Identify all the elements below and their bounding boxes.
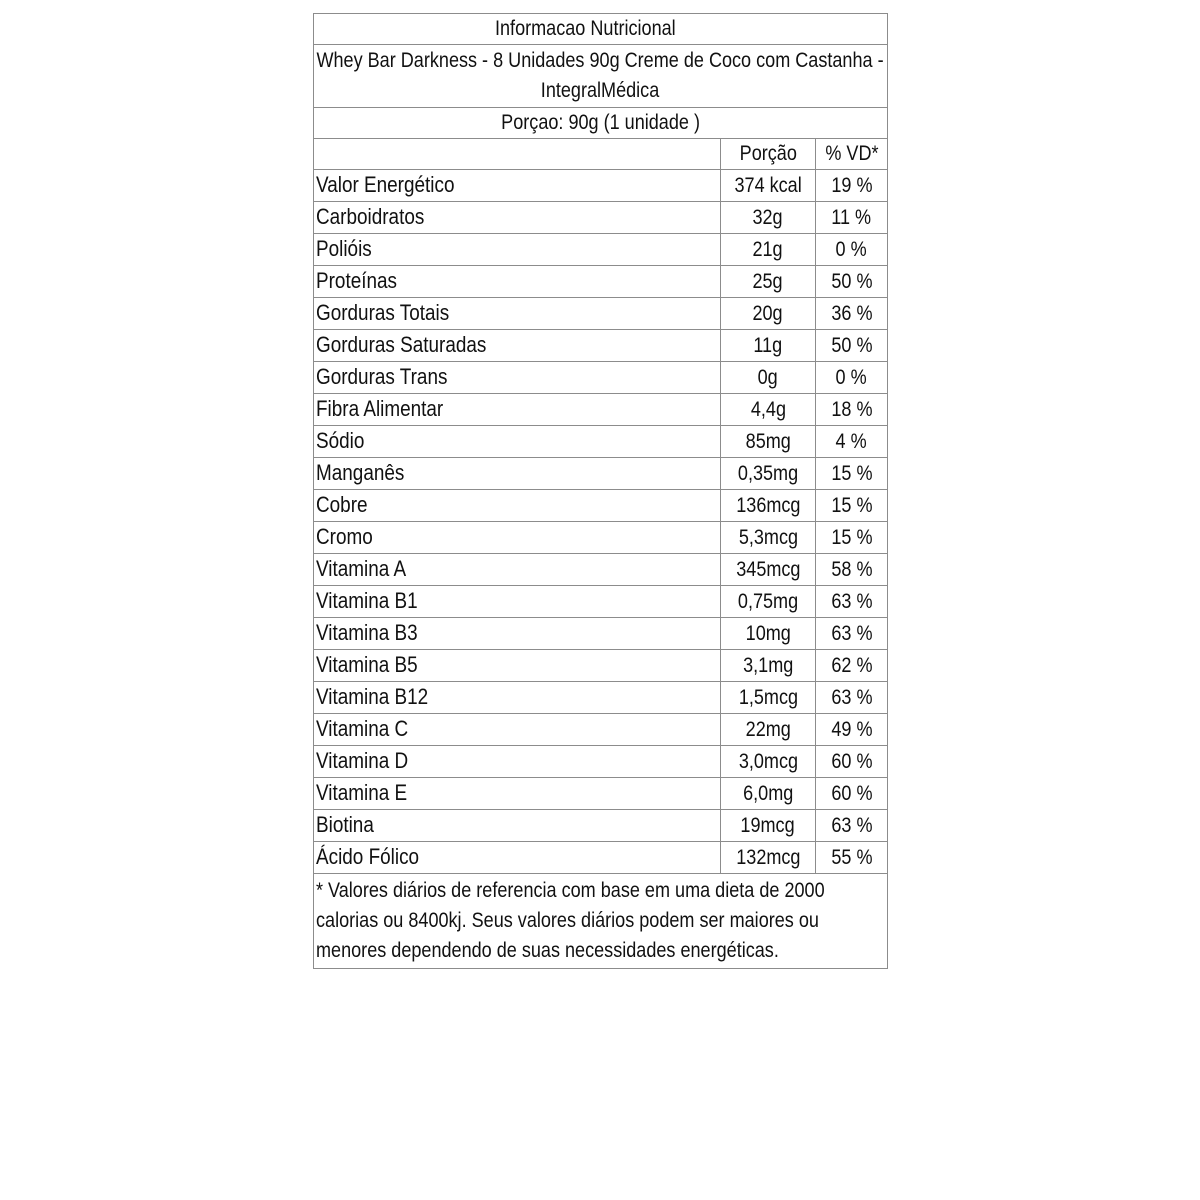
nutrient-amount: 0g <box>757 365 779 389</box>
nutrient-dv: 15 % <box>830 493 873 517</box>
nutrient-name: Sódio <box>316 428 365 453</box>
nutrient-dv: 63 % <box>830 813 873 837</box>
nutrient-amount: 22mg <box>745 717 791 741</box>
nutrient-name-cell <box>314 170 721 202</box>
nutrient-name: Polióis <box>316 236 372 261</box>
nutrient-name: Vitamina D <box>316 748 409 773</box>
product-name-cell <box>314 45 888 108</box>
nutrient-row <box>314 170 888 202</box>
nutrient-amount: 136mcg <box>735 493 801 517</box>
nutrient-name-cell <box>314 810 721 842</box>
footnote-text: * Valores diários de referencia com base em uma dieta de 2000 calorias ou 8400kj. Seus valores diários podem ser maiores ou menores dependendo de suas necessidades energéticas. <box>316 879 825 962</box>
nutrient-dv-cell <box>816 362 888 394</box>
nutrient-name-cell <box>314 842 721 874</box>
nutrient-row <box>314 298 888 330</box>
nutrient-dv: 15 % <box>830 461 873 485</box>
serving-row <box>314 108 888 139</box>
nutrient-amount: 6,0mg <box>742 781 794 805</box>
nutrient-dv: 15 % <box>830 525 873 549</box>
nutrient-name-cell <box>314 394 721 426</box>
serving-size: Porçao: 90g (1 unidade ) <box>501 111 700 134</box>
nutrient-dv: 0 % <box>835 237 868 261</box>
nutrient-amount-cell <box>721 362 816 394</box>
nutrient-dv: 18 % <box>830 397 873 421</box>
nutrient-row <box>314 202 888 234</box>
nutrient-name-cell <box>314 330 721 362</box>
nutrient-name: Fibra Alimentar <box>316 396 444 421</box>
nutrient-name-cell <box>314 650 721 682</box>
nutrient-name: Ácido Fólico <box>316 844 420 869</box>
nutrient-name-cell <box>314 778 721 810</box>
nutrient-amount: 3,0mcg <box>738 749 798 773</box>
nutrient-name: Valor Energético <box>316 172 455 197</box>
nutrient-name-cell <box>314 746 721 778</box>
nutrient-dv-cell <box>816 394 888 426</box>
nutrient-name-cell <box>314 490 721 522</box>
nutrient-name-cell <box>314 554 721 586</box>
nutrient-amount-cell <box>721 458 816 490</box>
nutrient-amount-cell <box>721 266 816 298</box>
nutrient-dv-cell <box>816 810 888 842</box>
nutrient-name-cell <box>314 586 721 618</box>
nutrient-dv-cell <box>816 330 888 362</box>
nutrient-dv: 63 % <box>830 685 873 709</box>
nutrient-amount-cell <box>721 394 816 426</box>
nutrient-name-cell <box>314 522 721 554</box>
nutrient-dv: 0 % <box>835 365 868 389</box>
nutrient-row <box>314 394 888 426</box>
nutrient-dv-cell <box>816 458 888 490</box>
nutrient-dv: 36 % <box>830 301 873 325</box>
nutrient-dv: 60 % <box>830 749 873 773</box>
nutrient-row <box>314 554 888 586</box>
nutrient-amount-cell <box>721 490 816 522</box>
nutrient-amount-cell <box>721 842 816 874</box>
nutrient-amount: 0,75mg <box>737 589 799 613</box>
nutrient-name: Gorduras Totais <box>316 300 450 325</box>
nutrient-dv: 4 % <box>835 429 868 453</box>
header-dv: % VD* <box>824 142 879 165</box>
nutrition-table-body <box>314 14 888 969</box>
nutrient-amount: 3,1mg <box>742 653 794 677</box>
nutrition-facts-table <box>313 13 888 969</box>
nutrient-dv-cell <box>816 170 888 202</box>
footnote-cell <box>314 874 888 969</box>
footnote-row <box>314 874 888 969</box>
nutrient-amount: 4,4g <box>750 397 786 421</box>
nutrient-dv-cell <box>816 842 888 874</box>
nutrient-dv: 19 % <box>830 173 873 197</box>
nutrient-dv-cell <box>816 650 888 682</box>
nutrient-name-cell <box>314 618 721 650</box>
nutrient-amount: 21g <box>752 237 784 261</box>
nutrient-name: Gorduras Saturadas <box>316 332 487 357</box>
nutrient-name: Carboidratos <box>316 204 425 229</box>
nutrient-amount-cell <box>721 810 816 842</box>
nutrient-amount-cell <box>721 426 816 458</box>
nutrient-row <box>314 746 888 778</box>
nutrient-row <box>314 458 888 490</box>
nutrient-row <box>314 810 888 842</box>
nutrient-amount-cell <box>721 682 816 714</box>
nutrient-amount-cell <box>721 298 816 330</box>
nutrient-amount-cell <box>721 618 816 650</box>
nutrient-row <box>314 426 888 458</box>
nutrient-row <box>314 330 888 362</box>
nutrient-dv-cell <box>816 522 888 554</box>
nutrient-amount: 10mg <box>745 621 791 645</box>
nutrient-amount-cell <box>721 778 816 810</box>
nutrient-name-cell <box>314 298 721 330</box>
nutrient-name: Biotina <box>316 812 374 837</box>
header-nutrient-cell <box>314 139 721 170</box>
nutrient-amount-cell <box>721 586 816 618</box>
nutrient-name: Vitamina B5 <box>316 652 418 677</box>
nutrient-name: Vitamina A <box>316 556 407 581</box>
product-name: Whey Bar Darkness - 8 Unidades 90g Creme de Coco com Castanha - IntegralMédica <box>316 49 885 102</box>
nutrient-amount: 85mg <box>745 429 791 453</box>
nutrient-amount: 0,35mg <box>737 461 799 485</box>
nutrient-name: Proteínas <box>316 268 397 293</box>
nutrient-amount: 32g <box>752 205 784 229</box>
nutrient-name: Vitamina B3 <box>316 620 418 645</box>
nutrient-dv-cell <box>816 266 888 298</box>
nutrient-name-cell <box>314 426 721 458</box>
nutrient-row <box>314 650 888 682</box>
nutrient-row <box>314 266 888 298</box>
nutrient-row <box>314 778 888 810</box>
nutrient-amount-cell <box>721 554 816 586</box>
nutrient-dv-cell <box>816 682 888 714</box>
nutrient-row <box>314 234 888 266</box>
nutrient-row <box>314 586 888 618</box>
nutrient-row <box>314 714 888 746</box>
nutrient-dv: 50 % <box>830 269 873 293</box>
serving-cell <box>314 108 888 139</box>
nutrient-name: Vitamina C <box>316 716 409 741</box>
nutrient-row <box>314 490 888 522</box>
nutrient-dv: 55 % <box>830 845 873 869</box>
nutrient-name: Vitamina B12 <box>316 684 429 709</box>
header-portion-cell <box>721 139 816 170</box>
nutrient-dv: 60 % <box>830 781 873 805</box>
nutrient-dv-cell <box>816 554 888 586</box>
nutrient-dv: 49 % <box>830 717 873 741</box>
nutrient-amount: 1,5mcg <box>738 685 798 709</box>
nutrient-name-cell <box>314 714 721 746</box>
nutrient-dv: 58 % <box>830 557 873 581</box>
nutrient-amount: 345mcg <box>735 557 801 581</box>
nutrient-name: Cromo <box>316 524 373 549</box>
nutrient-name-cell <box>314 362 721 394</box>
nutrient-amount-cell <box>721 522 816 554</box>
nutrient-name-cell <box>314 682 721 714</box>
nutrient-name: Vitamina E <box>316 780 408 805</box>
nutrient-row <box>314 522 888 554</box>
nutrient-dv: 63 % <box>830 589 873 613</box>
nutrient-name: Vitamina B1 <box>316 588 418 613</box>
nutrient-amount: 20g <box>752 301 784 325</box>
nutrient-dv-cell <box>816 618 888 650</box>
nutrient-name: Manganês <box>316 460 405 485</box>
product-row <box>314 45 888 108</box>
nutrient-amount-cell <box>721 714 816 746</box>
nutrient-dv-cell <box>816 202 888 234</box>
table-title-cell <box>314 14 888 45</box>
nutrient-name-cell <box>314 266 721 298</box>
nutrient-dv-cell <box>816 234 888 266</box>
nutrient-amount-cell <box>721 202 816 234</box>
nutrient-amount-cell <box>721 650 816 682</box>
nutrient-amount: 374 kcal <box>734 173 802 197</box>
nutrient-amount: 25g <box>752 269 784 293</box>
header-dv-cell <box>816 139 888 170</box>
nutrient-dv-cell <box>816 298 888 330</box>
nutrient-amount-cell <box>721 746 816 778</box>
nutrient-row <box>314 682 888 714</box>
nutrient-name-cell <box>314 234 721 266</box>
nutrient-dv-cell <box>816 778 888 810</box>
nutrient-dv: 63 % <box>830 621 873 645</box>
nutrient-amount-cell <box>721 330 816 362</box>
nutrient-dv: 50 % <box>830 333 873 357</box>
nutrient-row <box>314 618 888 650</box>
nutrient-row <box>314 362 888 394</box>
nutrient-amount: 11g <box>753 333 783 357</box>
title-row <box>314 14 888 45</box>
nutrient-amount: 19mcg <box>740 813 796 837</box>
nutrient-dv: 11 % <box>831 205 872 229</box>
nutrient-name-cell <box>314 202 721 234</box>
nutrient-name: Gorduras Trans <box>316 364 448 389</box>
nutrient-name: Cobre <box>316 492 368 517</box>
nutrient-amount-cell <box>721 170 816 202</box>
nutrient-amount-cell <box>721 234 816 266</box>
nutrient-dv-cell <box>816 714 888 746</box>
nutrient-dv-cell <box>816 586 888 618</box>
nutrient-dv-cell <box>816 490 888 522</box>
header-row <box>314 139 888 170</box>
header-portion: Porção <box>739 142 797 165</box>
nutrient-dv-cell <box>816 746 888 778</box>
table-title: Informacao Nutricional <box>495 17 677 40</box>
nutrient-row <box>314 842 888 874</box>
nutrient-dv: 62 % <box>830 653 873 677</box>
nutrient-name-cell <box>314 458 721 490</box>
nutrient-amount: 5,3mcg <box>738 525 798 549</box>
nutrient-amount: 132mcg <box>735 845 801 869</box>
nutrient-dv-cell <box>816 426 888 458</box>
